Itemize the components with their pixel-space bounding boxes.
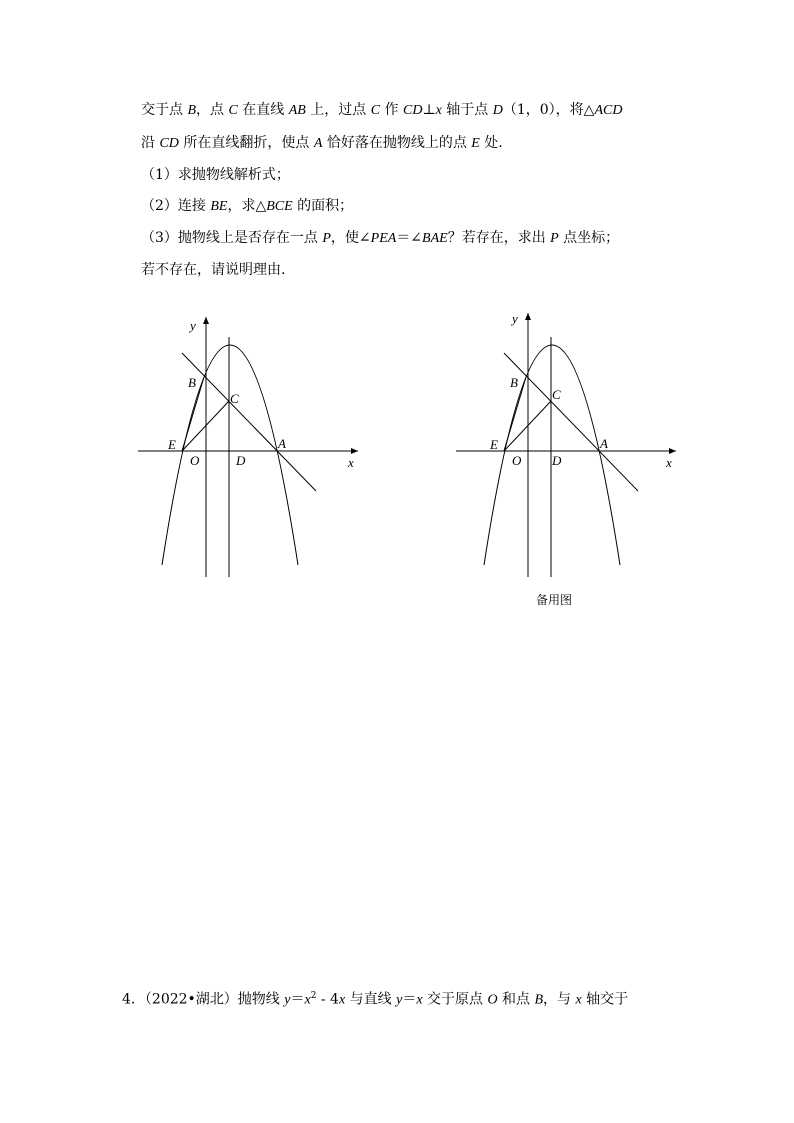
question-1: （1）求抛物线解析式； <box>141 167 290 183</box>
problem-text-line-2: 沿 CD 所在直线翻折，使点 A 恰好落在抛物线上的点 E 处. <box>141 135 503 151</box>
problem-text-line-1: 交于点 B，点 C 在直线 AB 上，过点 C 作 CD⊥x 轴于点 D（1，0），将△ACD <box>141 102 623 118</box>
label-y: y <box>512 311 518 326</box>
label-y: y <box>190 318 196 333</box>
label-a: A <box>600 436 608 451</box>
label-b: B <box>510 375 518 390</box>
label-e: E <box>168 437 176 452</box>
question-2: （2）连接 BE，求△BCE 的面积； <box>141 198 354 214</box>
label-x: x <box>348 455 354 470</box>
label-o: O <box>512 453 522 468</box>
label-c: C <box>230 391 239 406</box>
label-a: A <box>278 436 286 451</box>
label-d: D <box>552 453 562 468</box>
line-ab <box>504 353 638 491</box>
parabola <box>162 345 298 565</box>
figure-main <box>130 305 370 585</box>
figure-backup-svg <box>448 305 688 585</box>
label-x: x <box>666 455 672 470</box>
label-o: O <box>190 453 200 468</box>
question-3: （3）抛物线上是否存在一点 P，使∠PEA＝∠BAE？若存在，求出 P 点坐标； <box>141 230 620 246</box>
label-d: D <box>236 453 246 468</box>
figure-main-svg <box>130 305 370 585</box>
problem-4-text: 4．（2022•湖北）抛物线 $y=x^2 - 4x$ 与直线 y＝x 交于原点 O 和点 B，与 x 轴交于 <box>122 991 629 1008</box>
question-3-continued: 若不存在，请说明理由. <box>141 262 286 278</box>
figure-backup <box>448 305 688 585</box>
figure-caption: 备用图 <box>536 593 573 607</box>
line-ab <box>182 353 316 491</box>
label-c: C <box>552 387 561 402</box>
label-e: E <box>490 437 498 452</box>
label-b: B <box>188 375 196 390</box>
